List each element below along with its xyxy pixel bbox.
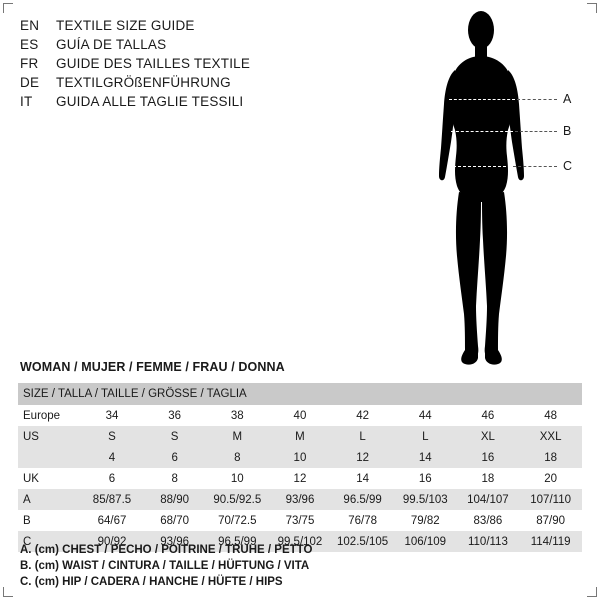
cell: 18: [457, 468, 520, 489]
size-table: [18, 383, 582, 552]
cell: 64/67: [81, 510, 144, 531]
row-label-us: US: [18, 426, 81, 447]
cell: 44: [394, 405, 457, 426]
cell: 96.5/99: [206, 531, 269, 552]
cell: 36: [143, 405, 206, 426]
woman-silhouette-icon: [395, 6, 595, 376]
cell: 46: [457, 405, 520, 426]
title-block: [20, 16, 360, 111]
title-row-en: [20, 16, 360, 35]
cell: 99.5/102: [269, 531, 332, 552]
measure-line-a-extension: [517, 99, 557, 100]
cell: S: [81, 426, 144, 447]
title-lang-en: EN: [20, 18, 40, 33]
row-label-us-numeric: [18, 447, 81, 468]
cell: 114/119: [519, 531, 582, 552]
cell: 93/96: [143, 531, 206, 552]
cell: M: [206, 426, 269, 447]
measure-line-a-body: [449, 99, 515, 100]
cell: XL: [457, 426, 520, 447]
cell: 42: [331, 405, 394, 426]
footnotes-block: [20, 542, 312, 590]
cell: 87/90: [519, 510, 582, 531]
footnote-c: C. (cm) HIP / CADERA / HANCHE / HÜFTE / HIPS: [20, 576, 283, 588]
cell: 79/82: [394, 510, 457, 531]
cell: 8: [206, 447, 269, 468]
row-label-a: A: [18, 489, 81, 510]
cell: 102.5/105: [331, 531, 394, 552]
title-text-en: TEXTILE SIZE GUIDE: [56, 18, 195, 33]
title-text-es: GUÍA DE TALLAS: [56, 37, 167, 52]
title-row-fr: [20, 54, 360, 73]
cell: 16: [457, 447, 520, 468]
row-label-uk: UK: [18, 468, 81, 489]
cell: 18: [519, 447, 582, 468]
corner-mark-top-left: [3, 3, 13, 13]
title-lang-es: ES: [20, 37, 39, 52]
measure-line-b-body: [451, 131, 513, 132]
cell: 68/70: [143, 510, 206, 531]
cell: 106/109: [394, 531, 457, 552]
cell: 16: [394, 468, 457, 489]
cell: 6: [143, 447, 206, 468]
footnote-a: A. (cm) CHEST / PECHO / POITRINE / TRUHE / PETTO: [20, 544, 313, 556]
cell: 34: [81, 405, 144, 426]
title-text-it: GUIDA ALLE TAGLIE TESSILI: [56, 94, 244, 109]
cell: 38: [206, 405, 269, 426]
corner-mark-bottom-right: [587, 587, 597, 597]
cell: 96.5/99: [331, 489, 394, 510]
size-table-wrapper: [18, 383, 582, 552]
table-row: [18, 447, 582, 468]
title-row-es: [20, 35, 360, 54]
title-lang-fr: FR: [20, 56, 39, 71]
measure-line-c-extension: [513, 166, 557, 167]
cell: 90/92: [81, 531, 144, 552]
cell: 93/96: [269, 489, 332, 510]
title-lang-it: IT: [20, 94, 33, 109]
cell: 107/110: [519, 489, 582, 510]
table-header-row: [18, 383, 582, 405]
table-row: [18, 405, 582, 426]
table-row: [18, 489, 582, 510]
cell: 4: [81, 447, 144, 468]
measure-label-b: B: [563, 124, 572, 138]
cell: 10: [206, 468, 269, 489]
cell: 40: [269, 405, 332, 426]
cell: 8: [143, 468, 206, 489]
woman-silhouette-figure: [395, 6, 595, 376]
cell: 85/87.5: [81, 489, 144, 510]
title-text-fr: GUIDE DES TAILLES TEXTILE: [56, 56, 251, 71]
cell: L: [331, 426, 394, 447]
section-heading-woman: WOMAN / MUJER / FEMME / FRAU / DONNA: [20, 360, 285, 374]
cell: 104/107: [457, 489, 520, 510]
table-row: [18, 468, 582, 489]
table-header-label: SIZE / TALLA / TAILLE / GRÖSSE / TAGLIA: [18, 383, 582, 405]
cell: XXL: [519, 426, 582, 447]
corner-mark-bottom-left: [3, 587, 13, 597]
cell: 76/78: [331, 510, 394, 531]
table-row: [18, 426, 582, 447]
cell: 90.5/92.5: [206, 489, 269, 510]
cell: 110/113: [457, 531, 520, 552]
cell: M: [269, 426, 332, 447]
title-lang-de: DE: [20, 75, 40, 90]
cell: 48: [519, 405, 582, 426]
row-label-europe: Europe: [18, 405, 81, 426]
title-text-de: TEXTILGRÖßENFÜHRUNG: [56, 75, 231, 90]
cell: 99.5/103: [394, 489, 457, 510]
cell: S: [143, 426, 206, 447]
row-label-c: C: [18, 531, 81, 552]
measure-label-a: A: [563, 92, 572, 106]
cell: 12: [269, 468, 332, 489]
cell: 10: [269, 447, 332, 468]
cell: 14: [394, 447, 457, 468]
cell: 70/72.5: [206, 510, 269, 531]
cell: 83/86: [457, 510, 520, 531]
cell: L: [394, 426, 457, 447]
measure-line-c-body: [453, 166, 511, 167]
footnote-b: B. (cm) WAIST / CINTURA / TAILLE / HÜFTUNG / VITA: [20, 560, 310, 572]
cell: 20: [519, 468, 582, 489]
cell: 6: [81, 468, 144, 489]
cell: 12: [331, 447, 394, 468]
title-row-de: [20, 73, 360, 92]
measure-line-b-extension: [515, 131, 557, 132]
cell: 88/90: [143, 489, 206, 510]
measure-label-c: C: [563, 159, 573, 173]
title-row-it: [20, 92, 360, 111]
cell: 73/75: [269, 510, 332, 531]
cell: 14: [331, 468, 394, 489]
table-row: [18, 510, 582, 531]
row-label-b: B: [18, 510, 81, 531]
